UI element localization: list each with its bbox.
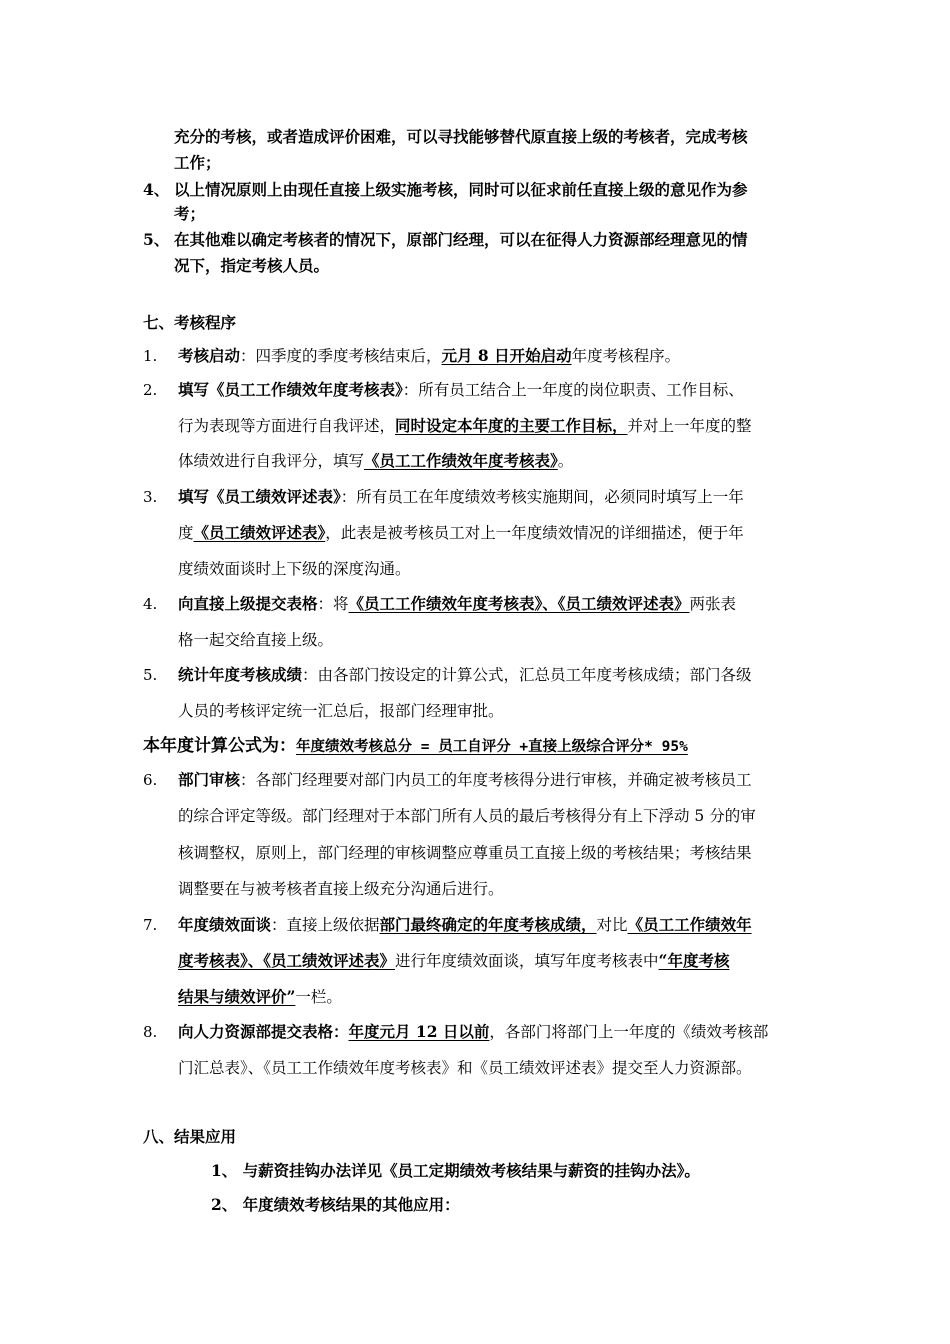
step-line <box>178 594 736 614</box>
step-title: 向人力资源部提交表格： <box>178 1022 349 1041</box>
step-text: 一栏。 <box>295 988 342 1006</box>
step-number: 8. <box>143 1023 158 1041</box>
step-text: 并对上一年度的整 <box>627 417 752 435</box>
step-line: 人员的考核评定统一汇总后，报部门经理审批。 <box>178 702 504 720</box>
list-item: 1、 与薪资挂钩办法详见《员工定期绩效考核结果与薪资的挂钩办法》。 <box>211 1161 700 1180</box>
step-number: 5. <box>143 666 158 684</box>
step-emphasis: 结果与绩效评价” <box>178 987 296 1006</box>
step-line: 格一起交给直接上级。 <box>178 631 334 649</box>
step-text: 体绩效进行自我评分，填写 <box>178 452 365 470</box>
step-emphasis: 同时设定本年度的主要工作目标， <box>395 416 628 435</box>
step-line <box>178 451 573 471</box>
step-text: ：将 <box>317 595 349 613</box>
step-line <box>178 487 744 507</box>
step-title: 考核启动 <box>178 346 241 365</box>
step-text: 年度考核程序。 <box>571 347 681 365</box>
paragraph-line: 考； <box>174 204 206 223</box>
step-line <box>178 915 752 935</box>
step-text: 度 <box>178 524 194 542</box>
step-text: ：所有员工结合上一年度的岗位职责、工作目标、 <box>402 381 744 399</box>
step-text: ：各部门经理要对部门内员工的年度考核得分进行审核，并确定被考核员工 <box>240 771 752 789</box>
formula-label: 本年度计算公式为： <box>143 736 296 756</box>
step-text: 对比 <box>596 916 628 934</box>
step-emphasis: 《员工工作绩效年 <box>627 915 752 934</box>
step-text: ：直接上级依据 <box>271 916 380 934</box>
step-number: 4. <box>143 595 158 613</box>
step-emphasis: “年度考核 <box>658 951 730 970</box>
step-emphasis: 部门最终确定的年度考核成绩， <box>379 915 597 934</box>
step-title: 年度绩效面谈 <box>178 915 272 934</box>
paragraph-line: 充分的考核，或者造成评价困难，可以寻找能够替代原直接上级的考核者，完成考核 <box>174 127 748 146</box>
list-number: 5、 <box>143 230 170 249</box>
step-emphasis: 《员工绩效评述表》 <box>193 523 326 542</box>
step-emphasis: 度考核表》、《员工绩效评述表》 <box>178 951 396 970</box>
step-number: 6. <box>143 771 158 789</box>
step-text: ，各部门将部门上一年度的《绩效考核部 <box>489 1023 769 1041</box>
step-line <box>178 1022 768 1042</box>
step-title: 填写《员工工作绩效年度考核表》 <box>178 380 403 399</box>
paragraph-line: 况下，指定考核人员。 <box>174 256 330 275</box>
step-line <box>178 665 752 685</box>
step-line: 的综合评定等级。部门经理对于本部门所有人员的最后考核得分有上下浮动 5 分的审 <box>178 807 756 825</box>
step-line: 门汇总表》、《员工工作绩效年度考核表》和《员工绩效评述表》提交至人力资源部。 <box>178 1059 752 1077</box>
step-text: ：由各部门按设定的计算公式，汇总员工年度考核成绩；部门各级 <box>302 666 752 684</box>
list-number: 4、 <box>143 180 170 199</box>
step-text: 进行年度绩效面谈，填写年度考核表中 <box>395 952 659 970</box>
step-emphasis: 元月 8 日开始启动 <box>441 346 572 365</box>
step-emphasis: 《员工工作绩效年度考核表》 <box>364 451 558 470</box>
step-number: 3. <box>143 488 158 506</box>
step-number: 1. <box>143 347 158 365</box>
step-line <box>178 987 342 1007</box>
step-line: 度绩效面谈时上下级的深度沟通。 <box>178 560 411 578</box>
step-text: 两张表 <box>689 595 737 613</box>
step-line <box>178 346 680 366</box>
section-heading: 七、考核程序 <box>143 313 237 332</box>
step-text: ，此表是被考核员工对上一年度绩效情况的详细描述，便于年 <box>325 524 744 542</box>
paragraph-line: 以上情况原则上由现任直接上级实施考核，同时可以征求前任直接上级的意见作为参 <box>174 180 748 199</box>
list-item: 2、 年度绩效考核结果的其他应用： <box>211 1195 460 1214</box>
step-title: 部门审核 <box>178 770 241 789</box>
step-number: 2. <box>143 381 158 399</box>
step-line <box>178 770 752 790</box>
step-emphasis: 《员工工作绩效年度考核表》、《员工绩效评述表》 <box>348 594 690 613</box>
step-text: 。 <box>557 452 574 470</box>
formula-text: 年度绩效考核总分 = 员工自评分 +直接上级综合评分* 95% <box>296 739 688 755</box>
formula-line <box>143 735 688 758</box>
step-title: 填写《员工绩效评述表》 <box>178 487 341 506</box>
step-line <box>178 951 729 971</box>
step-title: 向直接上级提交表格 <box>178 594 318 613</box>
step-text: 行为表现等方面进行自我评述， <box>178 417 396 435</box>
step-text: ：四季度的季度考核结束后， <box>240 347 442 365</box>
paragraph-line: 工作； <box>174 153 221 172</box>
step-line: 调整要在与被考核者直接上级充分沟通后进行。 <box>178 880 504 898</box>
step-emphasis: 年度元月 12 日以前 <box>348 1022 490 1041</box>
step-text: ：所有员工在年度绩效考核实施期间，必须同时填写上一年 <box>340 488 744 506</box>
step-line <box>178 416 752 436</box>
step-number: 7. <box>143 916 158 934</box>
section-heading: 八、结果应用 <box>143 1127 237 1146</box>
step-line <box>178 523 744 543</box>
step-line <box>178 380 744 400</box>
paragraph-line: 在其他难以确定考核者的情况下，原部门经理，可以在征得人力资源部经理意见的情 <box>174 230 748 249</box>
step-line: 核调整权，原则上，部门经理的审核调整应尊重员工直接上级的考核结果；考核结果 <box>178 844 752 862</box>
step-title: 统计年度考核成绩 <box>178 665 303 684</box>
